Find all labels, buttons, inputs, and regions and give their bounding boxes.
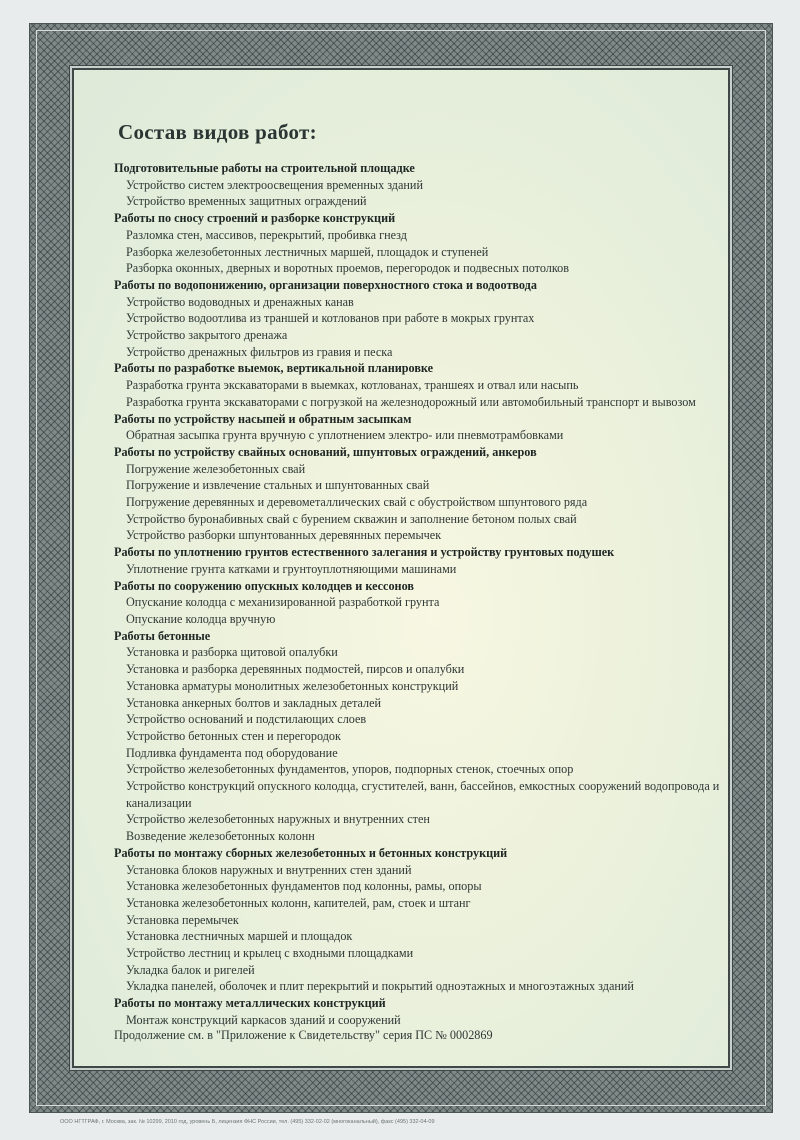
work-item: Установка и разборка деревянных подмостей, пирсов и опалубки: [126, 662, 465, 677]
section-heading: Работы по уплотнению грунтов естественного залегания и устройству грунтовых подушек: [114, 545, 615, 560]
work-item: Устройство водоводных и дренажных канав: [126, 294, 354, 309]
printer-imprint: ООО НГТГРАФ, г. Москва, зак. № 10299, 2010 год, уровень Б, лицензия ФНС России, тел. (495) 332-02-02 (многоканальный), факс (495) 332-04-09: [60, 1119, 435, 1125]
work-item: Подливка фундамента под оборудование: [126, 745, 338, 760]
work-item: Погружение и извлечение стальных и шпунтованных свай: [126, 478, 430, 493]
section-heading: Работы по устройству свайных оснований, шпунтовых ограждений, анкеров: [114, 444, 537, 459]
work-item: Разработка грунта экскаваторами с погрузкой на железнодорожный или автомобильный транспорт и вывозом: [126, 394, 696, 409]
work-item: Установка лестничных маршей и площадок: [126, 929, 353, 944]
work-item: Устройство водоотлива из траншей и котлованов при работе в мокрых грунтах: [126, 311, 535, 326]
work-item: Обратная засыпка грунта вручную с уплотнением электро- или пневмотрамбовками: [126, 428, 564, 443]
section-heading: Работы по водопонижению, организации поверхностного стока и водоотвода: [114, 277, 537, 292]
work-item: Укладка балок и ригелей: [126, 962, 255, 977]
work-item: Разборка оконных, дверных и воротных проемов, перегородок и подвесных потолков: [126, 261, 569, 276]
work-item: Устройство буронабивных свай с бурением скважин и заполнение бетоном полых свай: [126, 511, 577, 526]
section-heading: Работы по монтажу сборных железобетонных и бетонных конструкций: [114, 845, 508, 860]
work-item: Установка арматуры монолитных железобетонных конструкций: [126, 678, 459, 693]
section-heading: Работы по сооружению опускных колодцев и кессонов: [114, 578, 414, 593]
work-types-list: [114, 160, 724, 1029]
work-item: Установка железобетонных фундаментов под колонны, рамы, опоры: [126, 879, 482, 894]
section-heading: Работы по сносу строений и разборке конструкций: [114, 211, 396, 226]
work-item: Устройство дренажных фильтров из гравия и песка: [126, 344, 393, 359]
work-item: Устройство железобетонных наружных и внутренних стен: [126, 812, 430, 827]
section-heading: Подготовительные работы на строительной площадке: [114, 161, 415, 175]
work-item: Устройство разборки шпунтованных деревянных перемычек: [126, 528, 442, 543]
page-title: Состав видов работ:: [118, 120, 317, 144]
work-item: Разломка стен, массивов, перекрытий, пробивка гнезд: [126, 227, 407, 242]
work-item: Уплотнение грунта катками и грунтоуплотняющими машинами: [126, 561, 457, 576]
work-item: Устройство закрытого дренажа: [126, 328, 288, 343]
work-item: Опускание колодца с механизированной разработкой грунта: [126, 595, 440, 610]
work-item: Разборка железобетонных лестничных маршей, площадок и ступеней: [126, 244, 489, 259]
continuation-note: Продолжение см. в "Приложение к Свидетельству" серия ПС № 0002869: [114, 1028, 493, 1042]
work-item: Установка блоков наружных и внутренних стен зданий: [126, 862, 412, 877]
work-item: Устройство железобетонных фундаментов, упоров, подпорных стенок, стоечных опор: [126, 762, 574, 777]
work-item: Устройство лестниц и крылец с входными площадками: [126, 946, 414, 961]
work-item: Монтаж конструкций каркасов зданий и сооружений: [126, 1012, 401, 1027]
work-item: Погружение деревянных и деревометаллических свай с обустройством шпунтового ряда: [126, 495, 588, 510]
work-item: Устройство систем электроосвещения временных зданий: [126, 177, 423, 192]
work-item: Погружение железобетонных свай: [126, 461, 306, 476]
work-item: Установка железобетонных колонн, капителей, рам, стоек и штанг: [126, 895, 471, 910]
section-heading: Работы по устройству насыпей и обратным засыпкам: [114, 411, 412, 426]
work-item: Опускание колодца вручную: [126, 611, 276, 626]
work-item: Укладка панелей, оболочек и плит перекрытий и покрытий одноэтажных и многоэтажных зданий: [126, 979, 634, 994]
work-item: Установка перемычек: [126, 912, 239, 927]
work-item: Устройство оснований и подстилающих слоев: [126, 712, 367, 727]
work-item: Устройство конструкций опускного колодца, сгустителей, ванн, бассейнов, емкостных сооружений водопровода и канализации: [126, 779, 720, 810]
work-item: Разработка грунта экскаваторами в выемках, котлованах, траншеях и отвал или насыпь: [126, 378, 579, 393]
section-heading: Работы бетонные: [114, 628, 211, 643]
work-item: Установка анкерных болтов и закладных деталей: [126, 695, 382, 710]
work-item: Возведение железобетонных колонн: [126, 829, 315, 844]
section-heading: Работы по монтажу металлических конструкций: [114, 996, 386, 1011]
work-item: Устройство временных защитных ограждений: [126, 194, 367, 209]
section-heading: Работы по разработке выемок, вертикальной планировке: [114, 361, 434, 376]
work-item: Устройство бетонных стен и перегородок: [126, 728, 341, 743]
work-item: Установка и разборка щитовой опалубки: [126, 645, 338, 660]
